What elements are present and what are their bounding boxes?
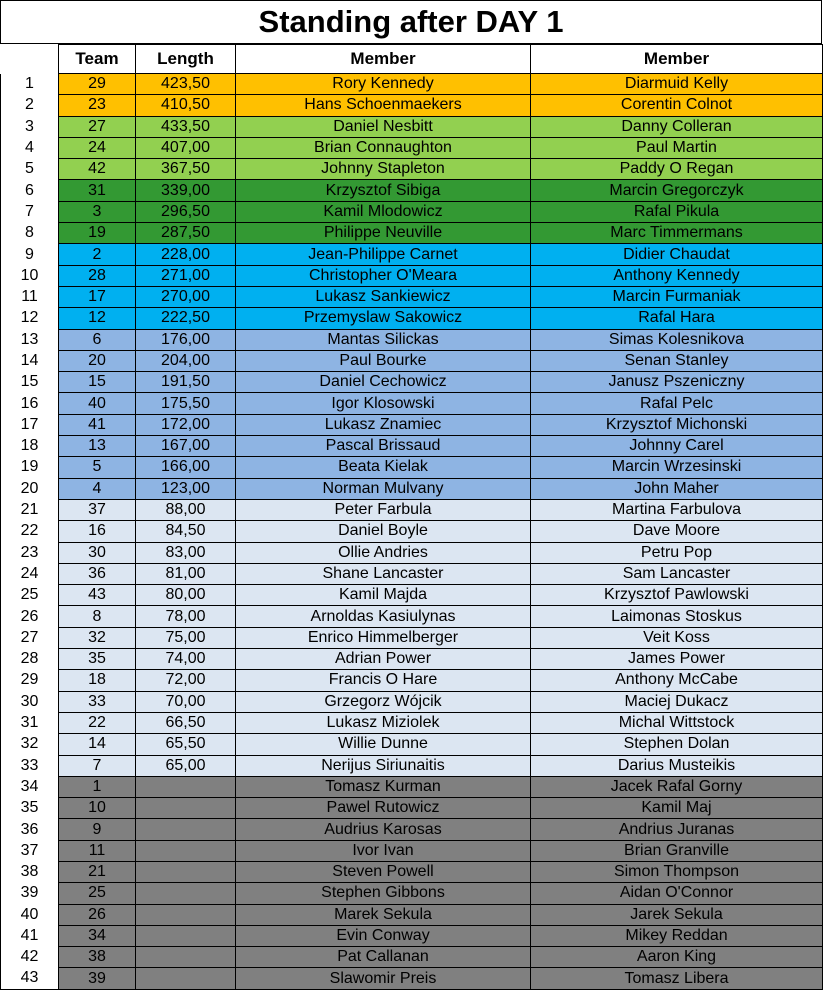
table-row: [1, 542, 823, 563]
length-cell: 72,00: [136, 670, 236, 691]
team-cell: 12: [59, 308, 136, 329]
table-row: [1, 414, 823, 435]
member2-cell: Andrius Juranas: [531, 819, 823, 840]
member1-cell: Mantas Silickas: [236, 329, 531, 350]
member2-cell: Krzysztof Michonski: [531, 414, 823, 435]
member1-cell: Przemyslaw Sakowicz: [236, 308, 531, 329]
member2-cell: Anthony Kennedy: [531, 265, 823, 286]
table-row: [1, 968, 823, 989]
table-row: [1, 925, 823, 946]
member2-cell: Laimonas Stoskus: [531, 606, 823, 627]
rank-cell: 29: [1, 670, 59, 691]
member1-cell: Ollie Andries: [236, 542, 531, 563]
member1-cell: Kamil Mlodowicz: [236, 201, 531, 222]
team-cell: 17: [59, 286, 136, 307]
team-cell: 29: [59, 74, 136, 95]
standings-table: [0, 44, 823, 990]
rank-cell: 20: [1, 478, 59, 499]
length-cell: 410,50: [136, 95, 236, 116]
member1-cell: Norman Mulvany: [236, 478, 531, 499]
length-cell: [136, 798, 236, 819]
team-cell: 43: [59, 585, 136, 606]
length-cell: 65,00: [136, 755, 236, 776]
member2-cell: Marcin Furmaniak: [531, 286, 823, 307]
table-row: [1, 606, 823, 627]
member1-cell: Paul Bourke: [236, 350, 531, 371]
rank-cell: 2: [1, 95, 59, 116]
member1-cell: Stephen Gibbons: [236, 883, 531, 904]
member2-cell: Janusz Pszeniczny: [531, 372, 823, 393]
length-cell: 75,00: [136, 627, 236, 648]
table-row: [1, 691, 823, 712]
member2-cell: Simon Thompson: [531, 861, 823, 882]
team-cell: 15: [59, 372, 136, 393]
rank-cell: 27: [1, 627, 59, 648]
rank-cell: 13: [1, 329, 59, 350]
team-cell: 8: [59, 606, 136, 627]
table-row: [1, 393, 823, 414]
team-cell: 34: [59, 925, 136, 946]
rank-cell: 38: [1, 861, 59, 882]
length-cell: 191,50: [136, 372, 236, 393]
length-cell: 123,00: [136, 478, 236, 499]
rank-cell: 1: [1, 74, 59, 95]
member2-cell: Darius Musteikis: [531, 755, 823, 776]
team-cell: 16: [59, 521, 136, 542]
team-cell: 37: [59, 499, 136, 520]
member2-cell: Marcin Gregorczyk: [531, 180, 823, 201]
length-cell: [136, 776, 236, 797]
member1-cell: Francis O Hare: [236, 670, 531, 691]
table-row: [1, 265, 823, 286]
member2-cell: Stephen Dolan: [531, 734, 823, 755]
member1-cell: Evin Conway: [236, 925, 531, 946]
table-row: [1, 521, 823, 542]
member2-cell: Dave Moore: [531, 521, 823, 542]
rank-cell: 5: [1, 159, 59, 180]
team-header: Team: [59, 45, 136, 74]
team-cell: 11: [59, 840, 136, 861]
table-row: [1, 372, 823, 393]
member2-cell: Didier Chaudat: [531, 244, 823, 265]
rank-cell: 18: [1, 436, 59, 457]
member1-cell: Slawomir Preis: [236, 968, 531, 989]
member1-cell: Daniel Boyle: [236, 521, 531, 542]
length-cell: 66,50: [136, 712, 236, 733]
team-cell: 3: [59, 201, 136, 222]
length-cell: [136, 883, 236, 904]
length-cell: 296,50: [136, 201, 236, 222]
rank-cell: 31: [1, 712, 59, 733]
member1-cell: Hans Schoenmaekers: [236, 95, 531, 116]
member1-cell: Nerijus Siriunaitis: [236, 755, 531, 776]
rank-cell: 23: [1, 542, 59, 563]
member2-cell: Paul Martin: [531, 137, 823, 158]
rank-cell: 11: [1, 286, 59, 307]
team-cell: 24: [59, 137, 136, 158]
rank-cell: 43: [1, 968, 59, 989]
team-cell: 42: [59, 159, 136, 180]
length-cell: 88,00: [136, 499, 236, 520]
length-cell: [136, 861, 236, 882]
team-cell: 26: [59, 904, 136, 925]
member2-cell: Marc Timmermans: [531, 223, 823, 244]
table-row: [1, 74, 823, 95]
length-cell: 367,50: [136, 159, 236, 180]
member1-cell: Marek Sekula: [236, 904, 531, 925]
table-row: [1, 95, 823, 116]
team-cell: 7: [59, 755, 136, 776]
member2-cell: John Maher: [531, 478, 823, 499]
member1-cell: Lukasz Sankiewicz: [236, 286, 531, 307]
team-cell: 31: [59, 180, 136, 201]
member1-cell: Peter Farbula: [236, 499, 531, 520]
rank-cell: 7: [1, 201, 59, 222]
team-cell: 10: [59, 798, 136, 819]
length-cell: 78,00: [136, 606, 236, 627]
rank-cell: 22: [1, 521, 59, 542]
member1-cell: Jean-Philippe Carnet: [236, 244, 531, 265]
table-row: [1, 627, 823, 648]
table-row: [1, 563, 823, 584]
table-row: [1, 883, 823, 904]
length-cell: 407,00: [136, 137, 236, 158]
member1-cell: Rory Kennedy: [236, 74, 531, 95]
table-row: [1, 670, 823, 691]
member2-cell: Senan Stanley: [531, 350, 823, 371]
table-row: [1, 734, 823, 755]
table-row: [1, 904, 823, 925]
sheet-title: Standing after DAY 1: [0, 0, 822, 44]
member1-cell: Christopher O'Meara: [236, 265, 531, 286]
member1-cell: Pat Callanan: [236, 947, 531, 968]
rank-cell: 26: [1, 606, 59, 627]
rank-cell: 12: [1, 308, 59, 329]
table-row: [1, 201, 823, 222]
member2-cell: Rafal Hara: [531, 308, 823, 329]
member2-cell: Simas Kolesnikova: [531, 329, 823, 350]
team-cell: 5: [59, 457, 136, 478]
member2-cell: Danny Colleran: [531, 116, 823, 137]
table-row: [1, 350, 823, 371]
rank-cell: 16: [1, 393, 59, 414]
member1-cell: Brian Connaughton: [236, 137, 531, 158]
table-row: [1, 457, 823, 478]
team-cell: 25: [59, 883, 136, 904]
team-cell: 2: [59, 244, 136, 265]
member1-cell: Daniel Cechowicz: [236, 372, 531, 393]
member1-cell: Enrico Himmelberger: [236, 627, 531, 648]
member2-cell: Mikey Reddan: [531, 925, 823, 946]
member2-cell: Marcin Wrzesinski: [531, 457, 823, 478]
member1-cell: Tomasz Kurman: [236, 776, 531, 797]
table-row: [1, 159, 823, 180]
rank-cell: 6: [1, 180, 59, 201]
member2-cell: Martina Farbulova: [531, 499, 823, 520]
table-row: [1, 286, 823, 307]
member2-cell: Kamil Maj: [531, 798, 823, 819]
member2-cell: Aidan O'Connor: [531, 883, 823, 904]
team-cell: 38: [59, 947, 136, 968]
rank-cell: 14: [1, 350, 59, 371]
length-header: Length: [136, 45, 236, 74]
team-cell: 39: [59, 968, 136, 989]
member2-cell: Jarek Sekula: [531, 904, 823, 925]
rank-cell: 36: [1, 819, 59, 840]
member1-cell: Lukasz Znamiec: [236, 414, 531, 435]
team-cell: 40: [59, 393, 136, 414]
member2-cell: Tomasz Libera: [531, 968, 823, 989]
rank-cell: 9: [1, 244, 59, 265]
team-cell: 36: [59, 563, 136, 584]
member1-cell: Kamil Majda: [236, 585, 531, 606]
table-row: [1, 712, 823, 733]
member2-cell: Maciej Dukacz: [531, 691, 823, 712]
team-cell: 1: [59, 776, 136, 797]
team-cell: 6: [59, 329, 136, 350]
rank-cell: 10: [1, 265, 59, 286]
length-cell: 433,50: [136, 116, 236, 137]
table-row: [1, 137, 823, 158]
length-cell: 80,00: [136, 585, 236, 606]
table-row: [1, 840, 823, 861]
length-cell: 222,50: [136, 308, 236, 329]
team-cell: 23: [59, 95, 136, 116]
member1-cell: Adrian Power: [236, 649, 531, 670]
length-cell: 175,50: [136, 393, 236, 414]
member1-cell: Beata Kielak: [236, 457, 531, 478]
rank-cell: 40: [1, 904, 59, 925]
table-row: [1, 776, 823, 797]
rank-cell: 42: [1, 947, 59, 968]
member2-cell: James Power: [531, 649, 823, 670]
table-row: [1, 755, 823, 776]
rank-cell: 28: [1, 649, 59, 670]
member2-cell: Petru Pop: [531, 542, 823, 563]
length-cell: 271,00: [136, 265, 236, 286]
member2-cell: Veit Koss: [531, 627, 823, 648]
team-cell: 22: [59, 712, 136, 733]
team-cell: 27: [59, 116, 136, 137]
rank-cell: 32: [1, 734, 59, 755]
member1-cell: Shane Lancaster: [236, 563, 531, 584]
table-row: [1, 244, 823, 265]
rank-cell: 37: [1, 840, 59, 861]
member2-cell: Brian Granville: [531, 840, 823, 861]
team-cell: 41: [59, 414, 136, 435]
length-cell: [136, 947, 236, 968]
member1-cell: Johnny Stapleton: [236, 159, 531, 180]
length-cell: [136, 840, 236, 861]
length-cell: 176,00: [136, 329, 236, 350]
team-cell: 32: [59, 627, 136, 648]
member1-cell: Audrius Karosas: [236, 819, 531, 840]
length-cell: 84,50: [136, 521, 236, 542]
team-cell: 4: [59, 478, 136, 499]
team-cell: 21: [59, 861, 136, 882]
length-cell: 204,00: [136, 350, 236, 371]
length-cell: 172,00: [136, 414, 236, 435]
member2-cell: Johnny Carel: [531, 436, 823, 457]
rank-header: [1, 45, 59, 74]
length-cell: 65,50: [136, 734, 236, 755]
length-cell: 228,00: [136, 244, 236, 265]
length-cell: 166,00: [136, 457, 236, 478]
rank-cell: 3: [1, 116, 59, 137]
rank-cell: 17: [1, 414, 59, 435]
length-cell: 74,00: [136, 649, 236, 670]
member1-cell: Igor Klosowski: [236, 393, 531, 414]
length-cell: 339,00: [136, 180, 236, 201]
length-cell: [136, 904, 236, 925]
member1-cell: Arnoldas Kasiulynas: [236, 606, 531, 627]
member1-cell: Ivor Ivan: [236, 840, 531, 861]
table-row: [1, 819, 823, 840]
member1-cell: Lukasz Miziolek: [236, 712, 531, 733]
member2-header: Member: [531, 45, 823, 74]
table-row: [1, 180, 823, 201]
member1-cell: Steven Powell: [236, 861, 531, 882]
rank-cell: 34: [1, 776, 59, 797]
member2-cell: Anthony McCabe: [531, 670, 823, 691]
member2-cell: Krzysztof Pawlowski: [531, 585, 823, 606]
member2-cell: Corentin Colnot: [531, 95, 823, 116]
member1-cell: Grzegorz Wójcik: [236, 691, 531, 712]
rank-cell: 15: [1, 372, 59, 393]
team-cell: 18: [59, 670, 136, 691]
header-row: [1, 45, 823, 74]
team-cell: 14: [59, 734, 136, 755]
member1-cell: Pascal Brissaud: [236, 436, 531, 457]
table-row: [1, 116, 823, 137]
member1-cell: Daniel Nesbitt: [236, 116, 531, 137]
member2-cell: Michal Wittstock: [531, 712, 823, 733]
table-row: [1, 499, 823, 520]
member1-cell: Philippe Neuville: [236, 223, 531, 244]
length-cell: 270,00: [136, 286, 236, 307]
table-row: [1, 649, 823, 670]
member2-cell: Rafal Pelc: [531, 393, 823, 414]
member1-header: Member: [236, 45, 531, 74]
team-cell: 30: [59, 542, 136, 563]
table-row: [1, 798, 823, 819]
length-cell: [136, 925, 236, 946]
team-cell: 28: [59, 265, 136, 286]
team-cell: 19: [59, 223, 136, 244]
member2-cell: Rafal Pikula: [531, 201, 823, 222]
rank-cell: 19: [1, 457, 59, 478]
table-row: [1, 478, 823, 499]
rank-cell: 33: [1, 755, 59, 776]
table-row: [1, 861, 823, 882]
length-cell: [136, 968, 236, 989]
team-cell: 13: [59, 436, 136, 457]
member2-cell: Sam Lancaster: [531, 563, 823, 584]
table-row: [1, 223, 823, 244]
rank-cell: 39: [1, 883, 59, 904]
length-cell: 423,50: [136, 74, 236, 95]
member2-cell: Paddy O Regan: [531, 159, 823, 180]
table-row: [1, 947, 823, 968]
table-row: [1, 308, 823, 329]
table-row: [1, 585, 823, 606]
member1-cell: Krzysztof Sibiga: [236, 180, 531, 201]
length-cell: 287,50: [136, 223, 236, 244]
rank-cell: 24: [1, 563, 59, 584]
member2-cell: Diarmuid Kelly: [531, 74, 823, 95]
team-cell: 35: [59, 649, 136, 670]
member2-cell: Aaron King: [531, 947, 823, 968]
rank-cell: 21: [1, 499, 59, 520]
length-cell: 167,00: [136, 436, 236, 457]
rank-cell: 35: [1, 798, 59, 819]
member1-cell: Pawel Rutowicz: [236, 798, 531, 819]
table-row: [1, 436, 823, 457]
table-row: [1, 329, 823, 350]
rank-cell: 25: [1, 585, 59, 606]
member1-cell: Willie Dunne: [236, 734, 531, 755]
rank-cell: 8: [1, 223, 59, 244]
length-cell: 81,00: [136, 563, 236, 584]
team-cell: 20: [59, 350, 136, 371]
rank-cell: 4: [1, 137, 59, 158]
team-cell: 33: [59, 691, 136, 712]
rank-cell: 30: [1, 691, 59, 712]
length-cell: [136, 819, 236, 840]
team-cell: 9: [59, 819, 136, 840]
length-cell: 70,00: [136, 691, 236, 712]
length-cell: 83,00: [136, 542, 236, 563]
member2-cell: Jacek Rafal Gorny: [531, 776, 823, 797]
rank-cell: 41: [1, 925, 59, 946]
